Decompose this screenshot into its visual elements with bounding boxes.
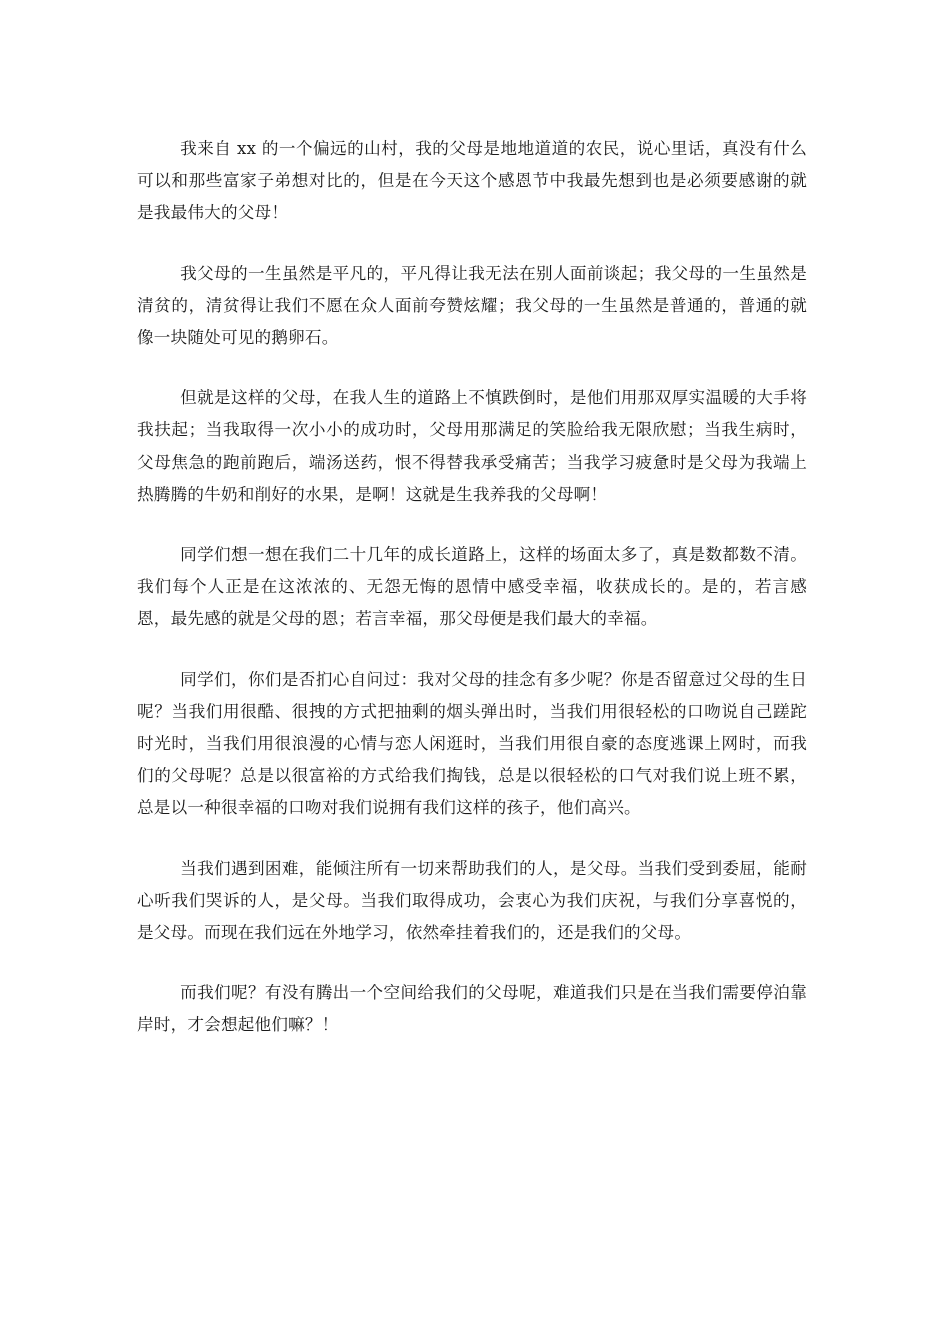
document-body	[137, 133, 807, 1070]
paragraph-5: 同学们，你们是否扪心自问过：我对父母的挂念有多少呢？你是否留意过父母的生日呢？当我们用很酷、很拽的方式把抽剩的烟头弹出时，当我们用很轻松的口吻说自己蹉跎时光时，当我们用很浪漫的心情与恋人闲逛时，当我们用很自豪的态度逃课上网时，而我们的父母呢？总是以很富裕的方式给我们掏钱，总是以很轻松的口气对我们说上班不累，总是以一种很幸福的口吻对我们说拥有我们这样的孩子，他们高兴。	[137, 669, 807, 818]
paragraph-6: 当我们遇到困难，能倾注所有一切来帮助我们的人，是父母。当我们受到委屈，能耐心听我们哭诉的人，是父母。当我们取得成功，会衷心为我们庆祝，与我们分享喜悦的，是父母。而现在我们远在外地学习，依然牵挂着我们的，还是我们的父母。	[137, 858, 807, 943]
paragraph-1: 我来自 xx 的一个偏远的山村，我的父母是地地道道的农民，说心里话，真没有什么可以和那些富家子弟想对比的，但是在今天这个感恩节中我最先想到也是必须要感谢的就是我最伟大的父母！	[137, 139, 807, 223]
paragraph-2: 我父母的一生虽然是平凡的，平凡得让我无法在别人面前谈起；我父母的一生虽然是清贫的，清贫得让我们不愿在众人面前夸赞炫耀；我父母的一生虽然是普通的，普通的就像一块随处可见的鹅卵石。	[137, 263, 807, 348]
paragraph-7: 而我们呢？有没有腾出一个空间给我们的父母呢，难道我们只是在当我们需要停泊靠岸时，才会想起他们嘛？！	[137, 983, 807, 1035]
paragraph-4: 同学们想一想在我们二十几年的成长道路上，这样的场面太多了，真是数都数不清。我们每个人正是在这浓浓的、无怨无悔的恩情中感受幸福，收获成长的。是的，若言感恩，最先感的就是父母的恩；若言幸福，那父母便是我们最大的幸福。	[137, 545, 807, 629]
paragraph-3: 但就是这样的父母，在我人生的道路上不慎跌倒时，是他们用那双厚实温暖的大手将我扶起；当我取得一次小小的成功时，父母用那满足的笑脸给我无限欣慰；当我生病时，父母焦急的跑前跑后，端汤送药，恨不得替我承受痛苦；当我学习疲惫时是父母为我端上热腾腾的牛奶和削好的水果，是啊！这就是生我养我的父母啊！	[137, 388, 807, 504]
